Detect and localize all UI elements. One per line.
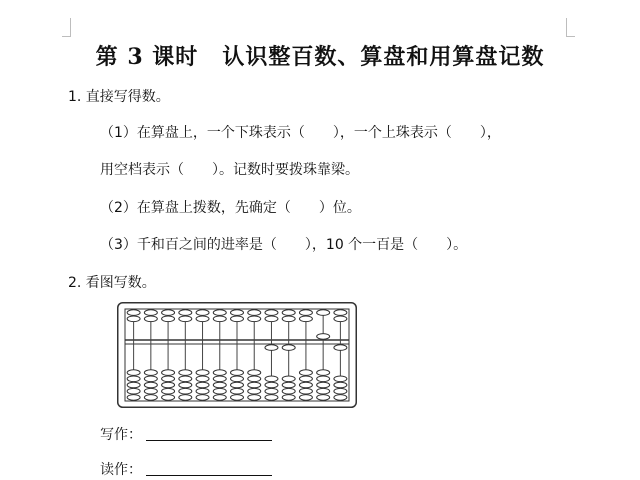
abacus-upper-bead	[248, 310, 261, 316]
abacus-lower-bead	[144, 395, 157, 401]
abacus-lower-bead	[248, 370, 261, 376]
abacus-lower-bead	[231, 376, 244, 382]
abacus-upper-bead	[162, 316, 175, 322]
abacus-lower-bead	[317, 395, 330, 401]
abacus-lower-bead	[179, 388, 192, 394]
abacus-lower-bead	[317, 388, 330, 394]
abacus-lower-bead	[334, 382, 347, 388]
write-answer-row	[100, 424, 272, 444]
abacus-upper-bead	[334, 316, 347, 322]
read-label: 读作：	[100, 462, 142, 478]
abacus-lower-bead	[265, 382, 278, 388]
abacus-lower-bead	[231, 388, 244, 394]
abacus-lower-bead	[196, 382, 209, 388]
abacus-lower-bead	[334, 395, 347, 401]
lesson-number: 第 3 课时	[95, 44, 199, 70]
read-answer-row	[100, 459, 272, 479]
abacus-lower-bead	[127, 388, 140, 394]
abacus-lower-bead	[213, 376, 226, 382]
abacus-lower-bead	[299, 382, 312, 388]
abacus-upper-bead	[265, 316, 278, 322]
abacus-lower-bead	[162, 395, 175, 401]
abacus-upper-bead	[265, 310, 278, 316]
abacus-lower-bead	[299, 370, 312, 376]
write-label: 写作：	[100, 427, 142, 443]
question-1-heading: 1. 直接写得数。	[68, 89, 170, 105]
abacus-lower-bead	[248, 382, 261, 388]
page-title	[0, 40, 640, 71]
abacus-upper-bead	[317, 310, 330, 316]
abacus-lower-bead	[282, 382, 295, 388]
abacus-lower-bead	[213, 382, 226, 388]
question-1-item-3: （3）千和百之间的进率是（ ），10 个一百是（ ）。	[100, 237, 468, 253]
question-1-item-1-line-1: （1）在算盘上，一个下珠表示（ ），一个上珠表示（ ），	[100, 125, 501, 141]
abacus-lower-bead	[213, 388, 226, 394]
abacus-lower-bead	[231, 395, 244, 401]
abacus-lower-bead	[179, 382, 192, 388]
abacus-lower-bead	[162, 382, 175, 388]
abacus-upper-bead	[317, 334, 330, 340]
abacus-lower-bead	[265, 376, 278, 382]
abacus-lower-bead	[196, 376, 209, 382]
question-1-item-1-line-2: 用空档表示（ ）。记数时要拨珠靠梁。	[100, 162, 359, 178]
page-corner-mark-right	[566, 18, 575, 37]
abacus-lower-bead	[334, 388, 347, 394]
abacus-upper-bead	[127, 310, 140, 316]
abacus-lower-bead	[127, 376, 140, 382]
abacus-lower-bead	[162, 376, 175, 382]
abacus-upper-bead	[213, 310, 226, 316]
abacus-lower-bead	[179, 395, 192, 401]
abacus-upper-bead	[334, 310, 347, 316]
abacus-upper-bead	[282, 316, 295, 322]
abacus-lower-bead	[196, 388, 209, 394]
abacus-lower-bead	[196, 370, 209, 376]
abacus-upper-bead	[282, 310, 295, 316]
abacus-upper-bead	[162, 310, 175, 316]
abacus-upper-bead	[299, 310, 312, 316]
abacus-upper-bead	[179, 316, 192, 322]
lesson-topic: 认识整百数、算盘和用算盘记数	[222, 44, 545, 70]
abacus-lower-bead	[248, 376, 261, 382]
abacus-upper-bead	[179, 310, 192, 316]
abacus-lower-bead	[299, 376, 312, 382]
abacus-lower-bead	[282, 395, 295, 401]
abacus-lower-bead	[144, 382, 157, 388]
abacus-lower-bead	[299, 395, 312, 401]
abacus-lower-bead	[265, 395, 278, 401]
abacus-upper-bead	[231, 310, 244, 316]
abacus-upper-bead	[231, 316, 244, 322]
abacus-upper-bead	[196, 310, 209, 316]
abacus-upper-bead	[299, 316, 312, 322]
abacus-lower-bead	[317, 370, 330, 376]
question-2-heading: 2. 看图写数。	[68, 275, 156, 291]
abacus-upper-bead	[127, 316, 140, 322]
question-1-item-2: （2）在算盘上拨数，先确定（ ）位。	[100, 200, 361, 216]
abacus-lower-bead	[265, 388, 278, 394]
abacus-lower-bead	[299, 388, 312, 394]
abacus-upper-bead	[196, 316, 209, 322]
abacus-upper-bead	[144, 310, 157, 316]
abacus-lower-bead	[282, 345, 295, 351]
abacus-lower-bead	[248, 388, 261, 394]
abacus-lower-bead	[127, 382, 140, 388]
abacus-lower-bead	[196, 395, 209, 401]
abacus-lower-bead	[334, 345, 347, 351]
abacus-lower-bead	[127, 395, 140, 401]
abacus-lower-bead	[317, 382, 330, 388]
abacus-lower-bead	[248, 395, 261, 401]
abacus-lower-bead	[179, 370, 192, 376]
page-corner-mark-left	[62, 18, 71, 37]
abacus-lower-bead	[127, 370, 140, 376]
abacus-lower-bead	[265, 345, 278, 351]
abacus-figure	[117, 302, 357, 408]
abacus-lower-bead	[162, 370, 175, 376]
abacus-lower-bead	[144, 376, 157, 382]
abacus-upper-bead	[213, 316, 226, 322]
abacus-lower-bead	[213, 395, 226, 401]
abacus-lower-bead	[162, 388, 175, 394]
abacus-lower-bead	[231, 370, 244, 376]
abacus-lower-bead	[144, 388, 157, 394]
abacus-lower-bead	[282, 376, 295, 382]
read-answer-blank[interactable]	[146, 461, 272, 476]
abacus-upper-bead	[248, 316, 261, 322]
abacus-lower-bead	[317, 376, 330, 382]
abacus-upper-bead	[144, 316, 157, 322]
abacus-lower-bead	[213, 370, 226, 376]
write-answer-blank[interactable]	[146, 426, 272, 441]
abacus-lower-bead	[144, 370, 157, 376]
abacus-lower-bead	[334, 376, 347, 382]
abacus-lower-bead	[231, 382, 244, 388]
abacus-lower-bead	[179, 376, 192, 382]
abacus-lower-bead	[282, 388, 295, 394]
